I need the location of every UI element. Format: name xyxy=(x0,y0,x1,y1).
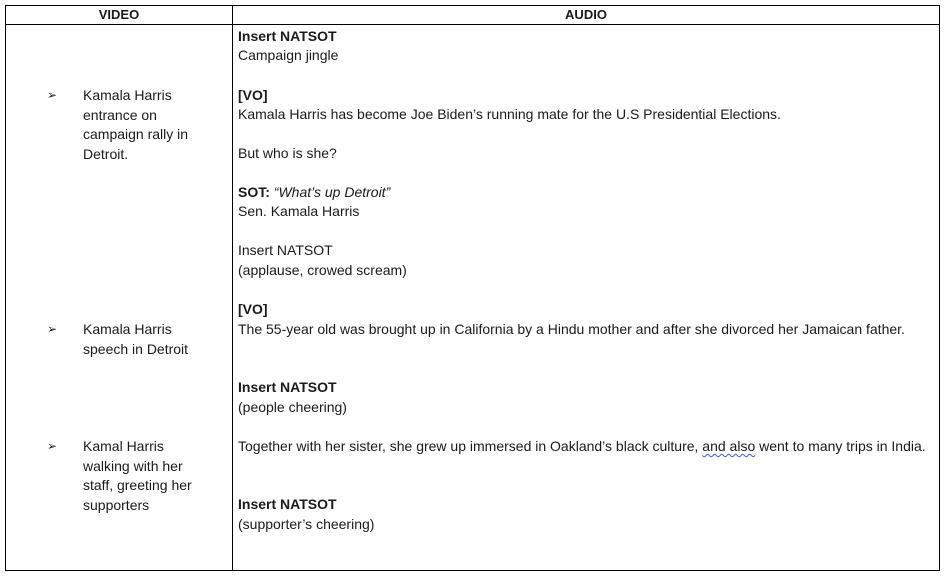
audio-label-natsot: Insert NATSOT xyxy=(238,379,337,395)
audio-label-natsot: Insert NATSOT xyxy=(238,496,337,512)
bullet-arrow-icon: ➢ xyxy=(47,439,58,453)
audio-column-header: AUDIO xyxy=(565,7,607,22)
audio-text: (people cheering) xyxy=(238,399,347,415)
audio-text-part: went to many trips in India. xyxy=(755,438,926,454)
audio-sot-line xyxy=(238,183,930,203)
spellcheck-underline: and also xyxy=(702,438,756,454)
video-cue-2: Kamala Harris speech in Detroit xyxy=(83,321,189,357)
audio-text: The 55-year old was brought up in California by a Hindu mother and after she divorced her Jamaican father. xyxy=(238,321,905,337)
audio-text-part: Together with her sister, she grew up immersed in Oakland’s black culture, xyxy=(238,438,703,454)
audio-text: (applause, crowed scream) xyxy=(238,262,407,278)
column-divider xyxy=(232,6,233,570)
bullet-arrow-icon: ➢ xyxy=(47,88,58,102)
sot-quote: “What’s up Detroit” xyxy=(273,184,391,200)
audio-text: Campaign jingle xyxy=(238,47,339,63)
video-column-header: VIDEO xyxy=(98,7,140,22)
audio-label-vo: [VO] xyxy=(238,87,268,103)
video-cue-3: Kamal Harris walking with her staff, greeting her supporters xyxy=(83,438,192,513)
audio-text xyxy=(238,437,930,457)
audio-label-sot: SOT: xyxy=(238,184,270,200)
audio-label-vo: [VO] xyxy=(238,301,268,317)
header-divider xyxy=(6,24,939,25)
video-cue-1: Kamala Harris entrance on campaign rally in Detroit. xyxy=(83,87,189,162)
audio-text: Sen. Kamala Harris xyxy=(238,203,360,219)
audio-text: But who is she? xyxy=(238,145,337,161)
bullet-arrow-icon: ➢ xyxy=(47,322,58,336)
audio-text: Kamala Harris has become Joe Biden’s running mate for the U.S Presidential Elections. xyxy=(238,106,781,122)
audio-text: (supporter’s cheering) xyxy=(238,516,375,532)
audio-label-natsot: Insert NATSOT xyxy=(238,28,337,44)
audio-label-natsot: Insert NATSOT xyxy=(238,242,333,258)
